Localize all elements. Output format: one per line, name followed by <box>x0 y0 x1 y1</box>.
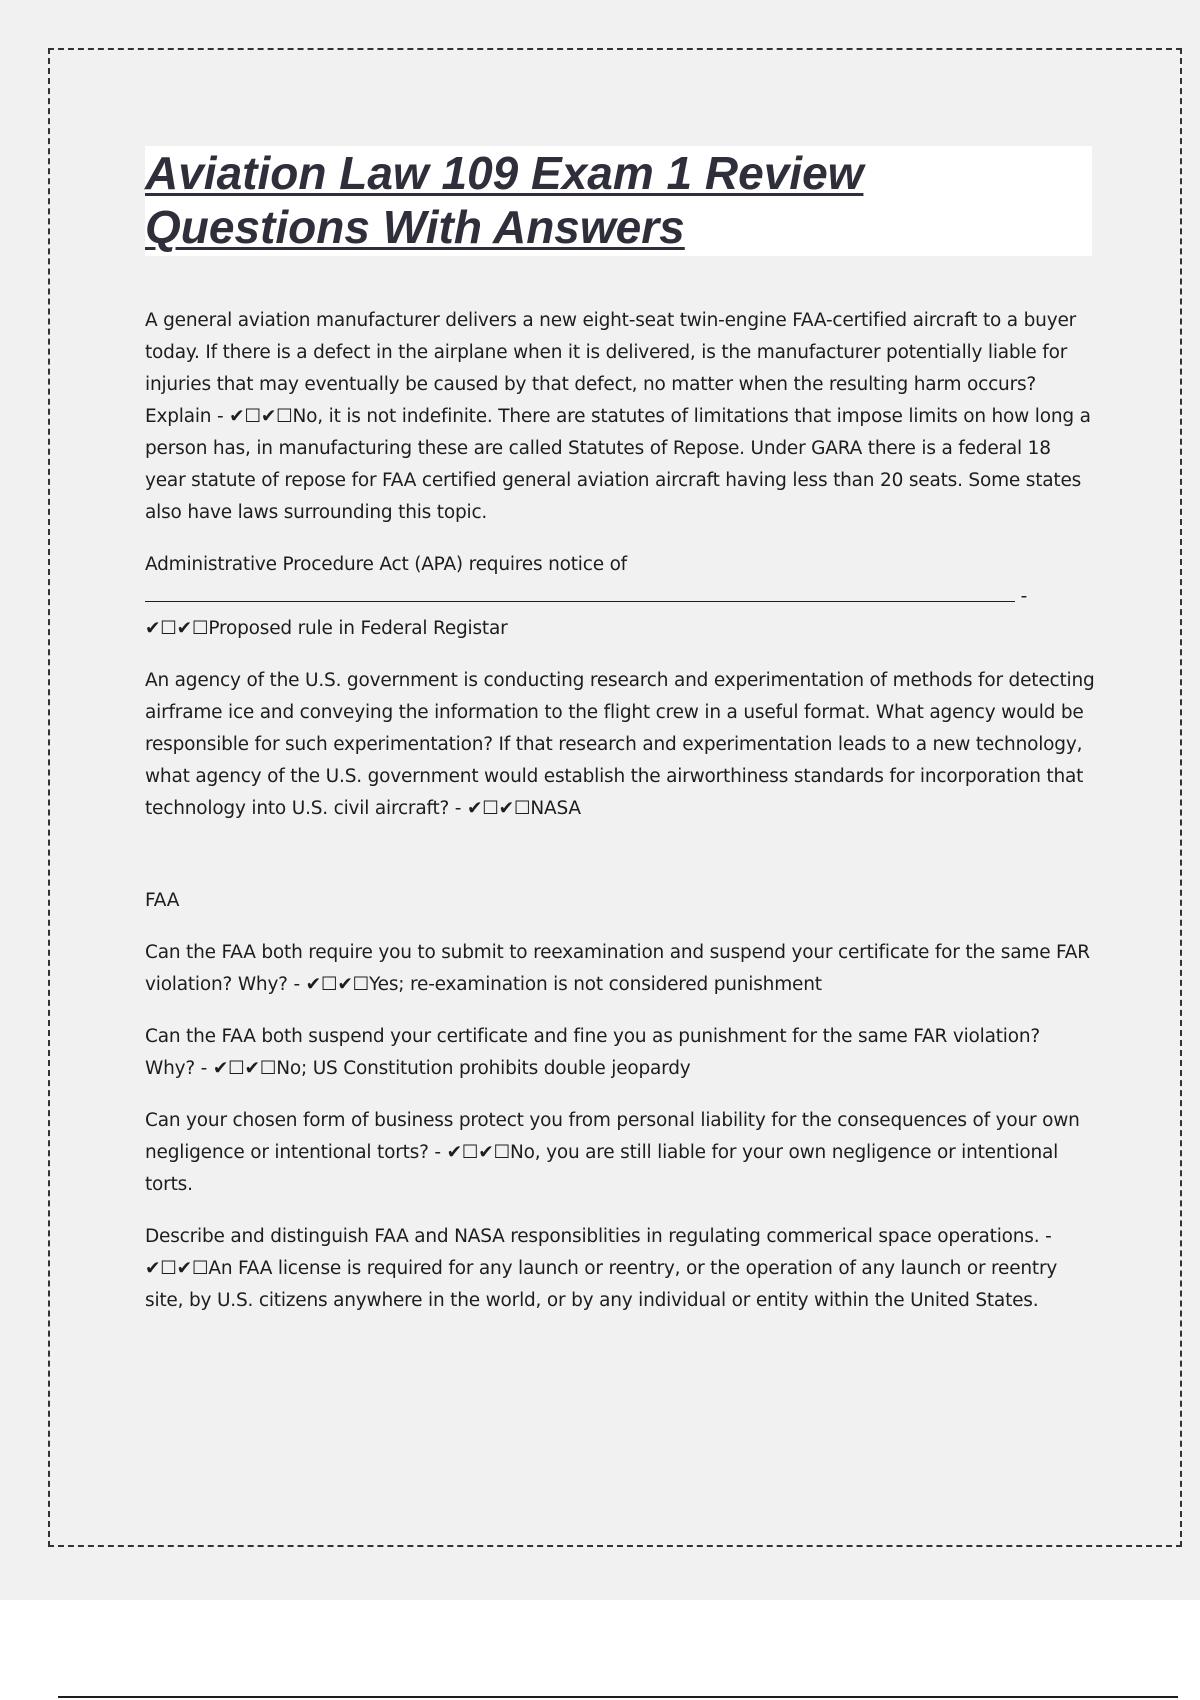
separator: - <box>211 406 230 427</box>
separator: - <box>428 1142 447 1163</box>
question-text: Describe and distinguish FAA and NASA responsiblities in regulating commerical space operations. <box>145 1226 1040 1247</box>
title-line-1: Aviation Law 109 Exam 1 Review <box>145 147 864 199</box>
question-text: A general aviation manufacturer delivers a new eight-seat twin-engine FAA-certified aircraft to a buyer today. If there is a defect in the airplane when it is delivered, is the manufacturer potentially liable for injuries that may eventually be caused by that defect, no matter when the resulting harm occurs? Explain <box>145 310 1077 427</box>
separator: - <box>195 1058 213 1079</box>
checkmark-icon: ✔☐✔☐ <box>145 618 209 639</box>
footer-rule <box>58 1696 1178 1698</box>
question-text: Can the FAA both require you to submit to reexamination and suspend your certificate for the same FAR violation? Why? <box>145 942 1090 995</box>
separator: - <box>287 974 306 995</box>
fill-in-blank-line <box>145 583 1015 602</box>
answer-text: Yes; re-examination is not considered punishment <box>369 974 822 995</box>
question-text: Can the FAA both suspend your certificate and fine you as punishment for the same FAR violation? Why? <box>145 1026 1040 1079</box>
checkmark-icon: ✔☐✔☐ <box>466 798 531 819</box>
qa-list <box>145 305 1095 1337</box>
qa-item <box>145 549 1095 645</box>
checkmark-icon: ✔☐✔☐ <box>229 406 293 427</box>
checkmark-icon: ✔☐✔☐ <box>446 1142 510 1163</box>
question-text: An agency of the U.S. government is conducting research and experimentation of methods for detecting airframe ice and conveying the information to the flight crew in a useful format. What agency would be responsible for such experimentation? If that research and experimentation leads to a new technology, what agency of the U.S. government would establish the airworthiness standards for incorporation that technology into U.S. civil aircraft? <box>145 670 1095 819</box>
checkmark-icon: ✔☐✔☐ <box>212 1058 277 1079</box>
separator: - <box>1015 586 1028 607</box>
separator: - <box>1039 1226 1052 1247</box>
qa-item <box>145 1021 1095 1085</box>
qa-item <box>145 305 1095 529</box>
separator: - <box>449 798 467 819</box>
answer-text: No; US Constitution prohibits double jeopardy <box>276 1058 691 1079</box>
qa-item <box>145 1105 1095 1201</box>
checkmark-icon: ✔☐✔☐ <box>305 974 370 995</box>
question-text: Can your chosen form of business protect you from personal liability for the consequences of your own negligence or intentional torts? <box>145 1110 1080 1163</box>
document-title <box>145 146 1092 254</box>
answer-text: NASA <box>530 798 581 819</box>
title-line-2: Questions With Answers <box>145 201 685 253</box>
answer-text: Proposed rule in Federal Registar <box>208 618 508 639</box>
answer-text: An FAA license is required for any launch or reentry, or the operation of any launch or reentry site, by U.S. citizens anywhere in the world, or by any individual or entity within the United States. <box>145 1258 1058 1311</box>
qa-item <box>145 1221 1095 1317</box>
answer-continuation: FAA <box>145 890 180 911</box>
checkmark-icon: ✔☐✔☐ <box>145 1258 209 1279</box>
title-block <box>145 146 1092 256</box>
answer-text: No, it is not indefinite. There are statutes of limitations that impose limits on how long a person has, in manufacturing these are called Statutes of Repose. Under GARA there is a federal 18 year statute of repose for FAA certified general aviation aircraft having less than 20 seats. Some states also have laws surrounding this topic. <box>145 406 1091 523</box>
question-text: Administrative Procedure Act (APA) requires notice of <box>145 554 627 575</box>
qa-item <box>145 665 1095 825</box>
answer-text: No, you are still liable for your own negligence or intentional torts. <box>145 1142 1059 1195</box>
qa-item <box>145 937 1095 1001</box>
